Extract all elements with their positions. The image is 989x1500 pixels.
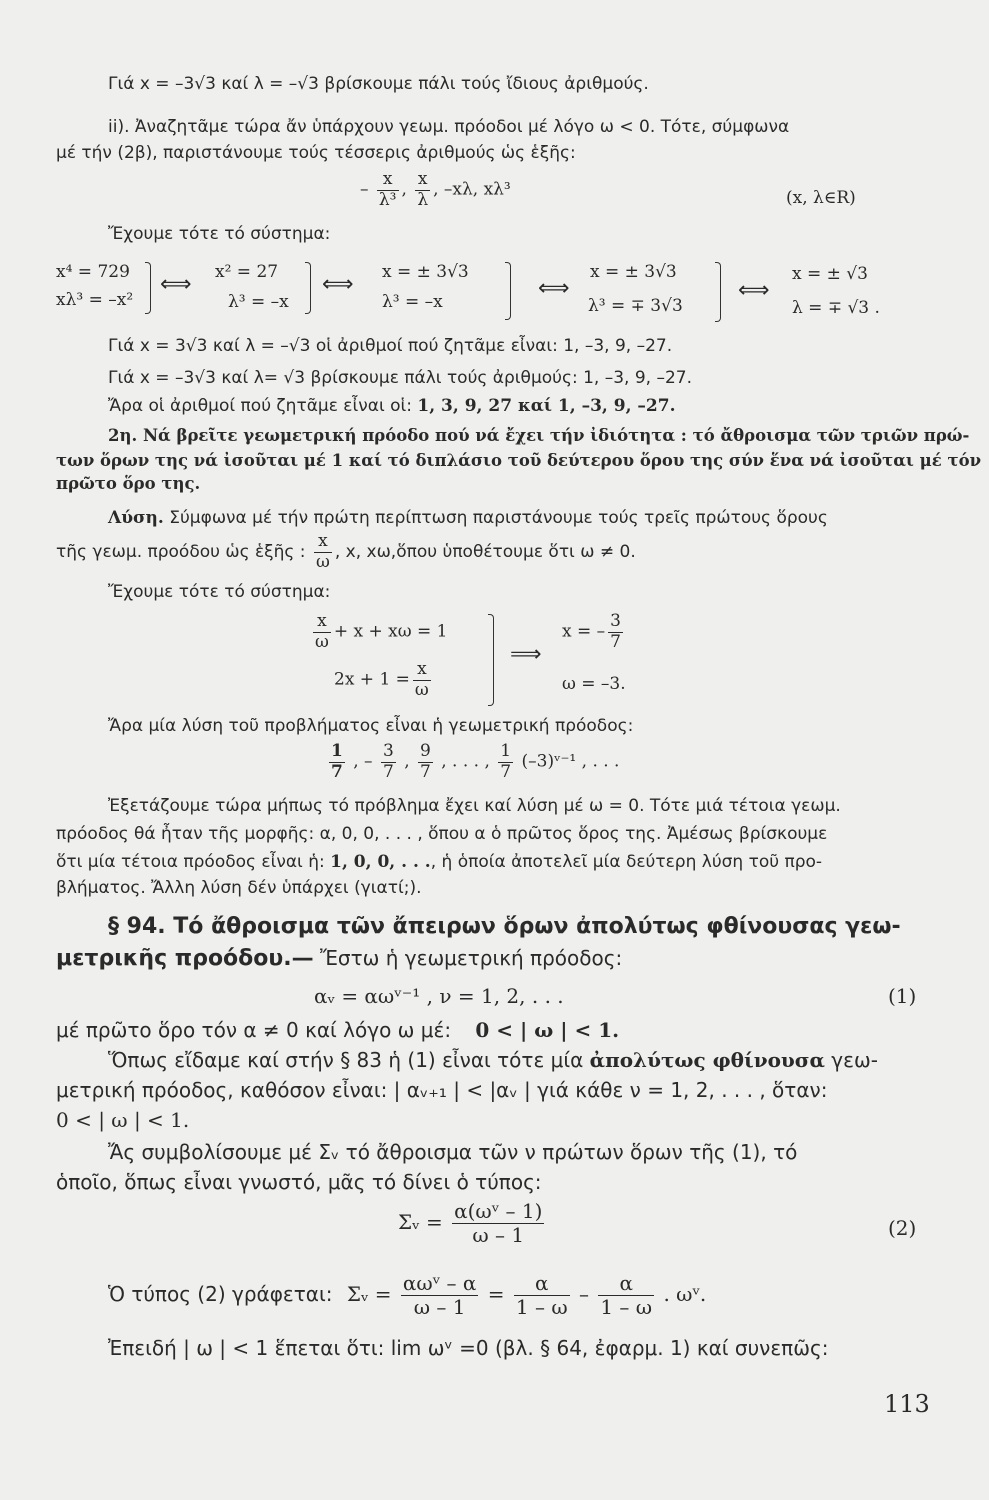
fraction <box>401 1272 479 1319</box>
separator: , . . . , <box>441 751 490 772</box>
answer: 1, 0, 0, . . . <box>330 852 431 872</box>
sys-eq: x = ± √3 <box>792 264 868 284</box>
page-number: 113 <box>884 1390 930 1418</box>
text-line <box>108 508 828 528</box>
text: + x + xω = 1 <box>333 621 448 642</box>
text: Ἔστω ἡ γεωμετρική πρόοδος: <box>313 946 623 970</box>
text-line: Ἄρα μία λύση τοῦ προβλήματος εἶναι ἡ γεωμετρική πρόοδος: <box>108 716 634 736</box>
brace <box>145 262 151 314</box>
text: μέ πρῶτο ὅρο τόν α ≠ 0 καί λόγο ω μέ: <box>56 1018 452 1042</box>
denominator: λ³ <box>378 189 397 210</box>
separator: , – <box>353 751 373 772</box>
brace <box>715 262 721 322</box>
denominator: λ <box>417 189 429 210</box>
equation: αᵥ = αωᵛ⁻¹ , ν = 1, 2, . . . <box>314 984 564 1008</box>
denominator: ω – 1 <box>413 1295 466 1319</box>
text: x = – <box>562 621 606 642</box>
domain-note: (x, λ∈R) <box>786 188 856 208</box>
numerator: α(ωᵛ – 1) <box>454 1199 543 1223</box>
text-line: Ἐξετάζουμε τώρα μήπως τό πρόβλημα ἔχει καί λύση μέ ω = 0. Τότε μιά τέτοια γεωμ. <box>108 796 841 816</box>
text: – <box>578 1282 589 1306</box>
sys-eq: xλ³ = –x² <box>56 290 134 310</box>
sys-eq <box>562 612 626 652</box>
text-line: 0 < | ω | < 1. <box>56 1108 190 1132</box>
fraction <box>413 660 431 700</box>
text-line <box>56 946 622 972</box>
text: Σᵥ = <box>398 1210 443 1234</box>
numerator: x <box>314 532 332 553</box>
brace <box>488 614 494 706</box>
text-line: μετρική πρόοδος, καθόσον εἶναι: | αᵥ₊₁ | < |αᵥ | γιά κάθε ν = 1, 2, . . . , ὅταν: <box>56 1078 828 1102</box>
numerator: x <box>413 660 431 681</box>
sys-eq: λ³ = ∓ 3√3 <box>588 296 683 316</box>
numerator: 9 <box>420 741 431 761</box>
emphasis: ἀπολύτως φθίνουσα <box>589 1048 825 1072</box>
text: . ωᵛ. <box>663 1282 707 1306</box>
text-line <box>108 396 676 416</box>
minus-sign: – <box>360 179 369 200</box>
problem-text: 2η. Νά βρεῖτε γεωμετρική πρόοδο πού νά ἔχει τήν ἰδιότητα : τό ἄθροισμα τῶν τριῶν πρώ- <box>108 426 970 445</box>
text-line: Ἔχουμε τότε τό σύστημα: <box>108 582 331 602</box>
text: Σᵥ = <box>346 1282 392 1306</box>
denominator: 1 – ω <box>515 1295 568 1319</box>
denominator: 7 <box>610 631 621 652</box>
numerator: α <box>514 1272 570 1296</box>
fraction <box>415 170 430 210</box>
equation-number: (2) <box>888 1216 917 1240</box>
fraction <box>314 532 332 572</box>
equation <box>398 1200 547 1247</box>
gp-sequence <box>326 742 619 782</box>
fraction <box>452 1200 544 1247</box>
denominator: 7 <box>382 761 394 782</box>
denominator: 7 <box>331 761 343 782</box>
fraction <box>329 742 345 782</box>
term-list: – $\frac{x}{\text{λ³}}$ , $\frac{x}{\lambda}$ , –xλ, xλ³ <box>360 169 511 210</box>
sys-eq: x = ± 3√3 <box>382 262 469 282</box>
section-heading: § 94. Τό ἄθροισμα τῶν ἄπειρων ὅρων ἀπολύτως φθίνουσας γεω- <box>108 914 901 939</box>
fraction <box>377 170 399 210</box>
separator: , <box>404 751 410 772</box>
fraction <box>598 1272 654 1319</box>
text-line: ὁποῖο, ὅπως εἶναι γνωστό, μᾶς τό δίνει ὁ τύπος: <box>56 1170 542 1194</box>
denominator: ω <box>315 551 330 572</box>
numerator: αωᵛ – α <box>402 1271 477 1295</box>
numerator: 1 <box>500 741 512 761</box>
terms-rest: , –xλ, xλ³ <box>433 179 511 200</box>
text-line <box>56 1018 619 1042</box>
fraction <box>313 612 331 652</box>
separator: (–3)ᵛ⁻¹ , . . . <box>521 751 620 772</box>
text-line <box>56 852 822 872</box>
sys-eq <box>334 660 434 700</box>
denominator: ω <box>315 631 329 652</box>
numerator: 1 <box>331 741 343 761</box>
text-line <box>108 1048 878 1072</box>
text-line: Ἄς συμβολίσουμε μέ Σᵥ τό ἄθροισμα τῶν ν πρώτων ὅρων τῆς (1), τό <box>108 1140 798 1164</box>
equivalence-icon: ⟺ <box>738 278 770 303</box>
numerator: α <box>598 1272 654 1296</box>
sys-eq <box>310 612 447 652</box>
text: τῆς γεωμ. προόδου ὡς ἑξῆς : <box>56 542 306 563</box>
text: , x, xω,ὅπου ὑποθέτουμε ὅτι ω ≠ 0. <box>334 542 636 563</box>
text-line <box>56 532 636 572</box>
numerator: x <box>377 170 399 191</box>
answer: 1, 3, 9, 27 καί 1, –3, 9, –27. <box>417 396 676 416</box>
text: = <box>487 1282 505 1306</box>
implies-icon: ⟹ <box>510 642 542 667</box>
equation-number: (1) <box>888 984 917 1008</box>
denominator: ω <box>414 679 429 700</box>
problem-text: των ὅρων της νά ἰσοῦται μέ 1 καί τό διπλάσιο τοῦ δεύτερου ὅρου της σύν ἕνα νά ἰσοῦται μέ τόν <box>56 451 982 470</box>
sys-eq: λ = ∓ √3 . <box>792 298 880 318</box>
problem-text: πρῶτο ὅρο της. <box>56 474 201 493</box>
sys-eq: λ³ = –x <box>228 292 289 312</box>
numerator: x <box>415 170 430 191</box>
text-line: Ἐπειδή | ω | < 1 ἕπεται ὅτι: lim ωᵛ =0 (βλ. § 64, ἐφαρμ. 1) καί συνεπῶς: <box>108 1336 829 1360</box>
sys-eq: ω = –3. <box>562 674 626 694</box>
text-line: Ἔχουμε τότε τό σύστημα: <box>108 224 331 244</box>
numerator: 3 <box>382 741 394 761</box>
denominator: 1 – ω <box>600 1295 653 1319</box>
numerator: x <box>313 612 331 633</box>
text: Ὁ τύπος (2) γράφεται: <box>108 1282 333 1306</box>
denominator: 7 <box>500 761 512 782</box>
fraction <box>608 612 623 652</box>
sys-eq: x = ± 3√3 <box>590 262 677 282</box>
fraction <box>381 742 396 782</box>
text-line: πρόοδος θά ἦταν τῆς μορφῆς: α, 0, 0, . . . , ὅπου α ὁ πρῶτος ὅρος της. Ἀμέσως βρίσκουμε <box>56 824 828 844</box>
equivalence-icon: ⟺ <box>538 276 570 301</box>
fraction <box>498 742 513 782</box>
text: , ἡ ὁποία ἀποτελεῖ μία δεύτερη λύση τοῦ προ- <box>430 852 823 872</box>
text-line: Γιά x = 3√3 καί λ = –√3 οἱ ἀριθμοί πού ζητᾶμε εἶναι: 1, –3, 9, –27. <box>108 336 673 356</box>
text: ὅτι μία τέτοια πρόοδος εἶναι ἡ: <box>56 852 331 872</box>
condition: 0 < | ω | < 1. <box>475 1018 620 1042</box>
section-heading: μετρικῆς προόδου.— <box>56 946 314 971</box>
equivalence-icon: ⟺ <box>160 272 192 297</box>
text: Σύμφωνα μέ τήν πρώτη περίπτωση παριστάνουμε τούς τρεῖς πρώτους ὅρους <box>163 508 828 528</box>
denominator: ω – 1 <box>472 1223 525 1247</box>
sys-eq: x² = 27 <box>215 262 279 282</box>
brace <box>305 262 311 314</box>
equation <box>108 1272 706 1319</box>
text-line: ii). Ἀναζητᾶμε τώρα ἄν ὑπάρχουν γεωμ. πρόοδοι μέ λόγο ω < 0. Τότε, σύμφωνα <box>108 117 790 137</box>
equivalence-icon: ⟺ <box>322 272 354 297</box>
text: Ἄρα οἱ ἀριθμοί πού ζητᾶμε εἶναι οἱ: <box>108 396 418 416</box>
text: 2x + 1 = <box>334 669 410 690</box>
text-line: Γιά x = –3√3 καί λ = –√3 βρίσκουμε πάλι τούς ἴδιους ἀριθμούς. <box>108 74 649 94</box>
text: γεω- <box>824 1048 878 1072</box>
sys-eq: x⁴ = 729 <box>56 262 130 282</box>
text: Ὅπως εἴδαμε καί στήν § 83 ἡ (1) εἶναι τότε μία <box>108 1048 590 1072</box>
brace <box>505 262 511 320</box>
solution-label: Λύση. <box>108 508 164 528</box>
fraction <box>514 1272 570 1319</box>
sys-eq: λ³ = –x <box>382 292 443 312</box>
text-line: μέ τήν (2β), παριστάνουμε τούς τέσσερις ἀριθμούς ὡς ἑξῆς: <box>56 143 576 163</box>
text-line: Γιά x = –3√3 καί λ= √3 βρίσκουμε πάλι τούς ἀριθμούς: 1, –3, 9, –27. <box>108 368 693 388</box>
denominator: 7 <box>420 761 431 782</box>
text-line: βλήματος. Ἄλλη λύση δέν ὑπάρχει (γιατί;). <box>56 878 422 898</box>
fraction <box>418 742 433 782</box>
numerator: 3 <box>610 611 621 631</box>
